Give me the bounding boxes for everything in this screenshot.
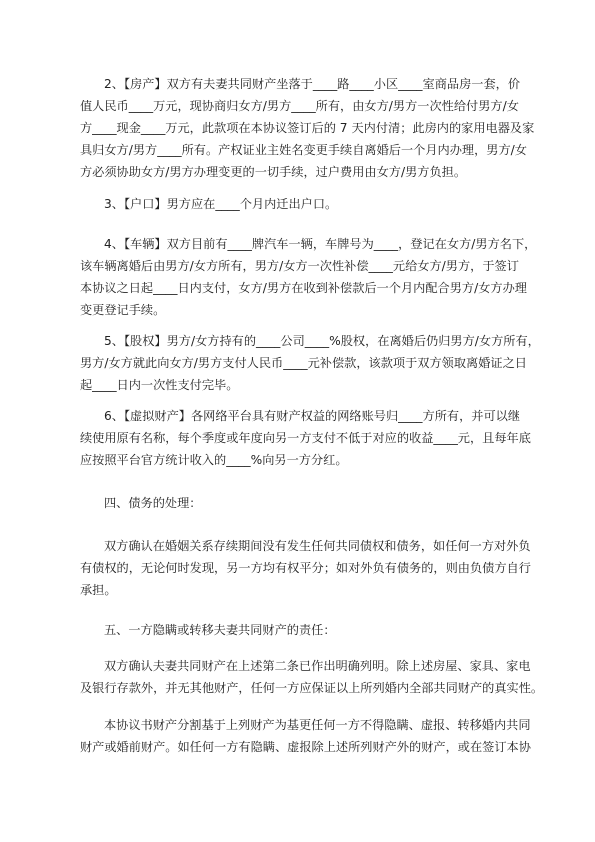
text-line: 续使用原有名称，每个季度或年度向另一方支付不低于对应的收益____元，且每年底 [80,431,531,445]
text-line: 本协议之日起____日内支付，女方/男方在收到补偿款后一个月内配合男方/女方办理 [80,281,527,295]
text-line: 4、【车辆】双方目前有____牌汽车一辆，车牌号为____，登记在女方/男方名下， [104,237,537,251]
paragraph-concealment-1 [80,655,544,699]
paragraph-virtual-property [80,405,531,471]
text-line: 方____现金____万元，此款项在本协议签订后的 7 天内付清；此房内的家用电器及家 [80,121,535,135]
text-line: 本协议书财产分割基于上列财产为基更任何一方不得隐瞒、虚报、转移婚内共同 [104,718,531,732]
text-line: 6、【虚拟财产】各网络平台具有财产权益的网络账号归____方所有，并可以继 [104,409,521,423]
text-line: 该车辆离婚后由男方/女方所有，男方/女方一次性补偿____元给女方/男方，于签订 [80,259,519,273]
paragraph-hukou [80,193,520,215]
text-line: 双方确认在婚姻关系存续期间没有发生任何共同债权和债务，如任何一方对外负 [104,539,531,553]
text-line: 方必须协助女方/男方办理变更的一切手续，过户费用由女方/男方负担。 [80,165,467,179]
paragraph-house [80,73,535,183]
text-line: 双方确认夫妻共同财产在上述第二条已作出明确列明。除上述房屋、家具、家电 [104,659,531,673]
text-line: 财产或婚前财产。如任何一方有隐瞒、虚报除上述所列财产外的财产，或在签订本协 [80,740,531,754]
text-line: 5、【股权】男方/女方持有的____公司____%股权，在离婚后仍归男方/女方所有， [104,334,540,348]
section-heading-debt [80,492,520,514]
section-heading-concealment [80,619,520,641]
paragraph-debt [80,535,531,601]
text-line: 四、债务的处理： [104,496,202,510]
text-line: 值人民币____万元，现协商归女方/男方____所有，由女方/男方一次性给付男方/女 [80,99,519,113]
text-line: 五、一方隐瞒或转移夫妻共同财产的责任： [104,623,336,637]
text-line: 男方/女方就此向女方/男方支付人民币____元补偿款，该款项于双方领取离婚证之日 [80,356,527,370]
paragraph-vehicle [80,233,537,321]
text-line: 具归女方/男方____所有。产权证业主姓名变更手续自离婚后一个月内办理，男方/女 [80,143,527,157]
text-line: 起____日内一次性支付完毕。 [80,378,239,392]
text-line: 应按照平台官方统计收入的____%向另一方分红。 [80,453,348,467]
text-line: 2、【房产】双方有夫妻共同财产坐落于____路____小区____室商品房一套，价 [104,77,521,91]
text-line: 承担。 [80,583,117,597]
text-line: 有债权的，无论何时发现，另一方均有权平分；如对外负有债务的，则由负债方自行 [80,561,531,575]
paragraph-equity [80,330,540,396]
paragraph-concealment-2 [80,714,531,758]
text-line: 变更登记手续。 [80,303,166,317]
text-line: 3、【户口】男方应在____个月内迁出户口。 [104,197,338,211]
text-line: 及银行存款外，并无其他财产，任何一方应保证以上所列婚内全部共同财产的真实性。 [80,681,544,695]
